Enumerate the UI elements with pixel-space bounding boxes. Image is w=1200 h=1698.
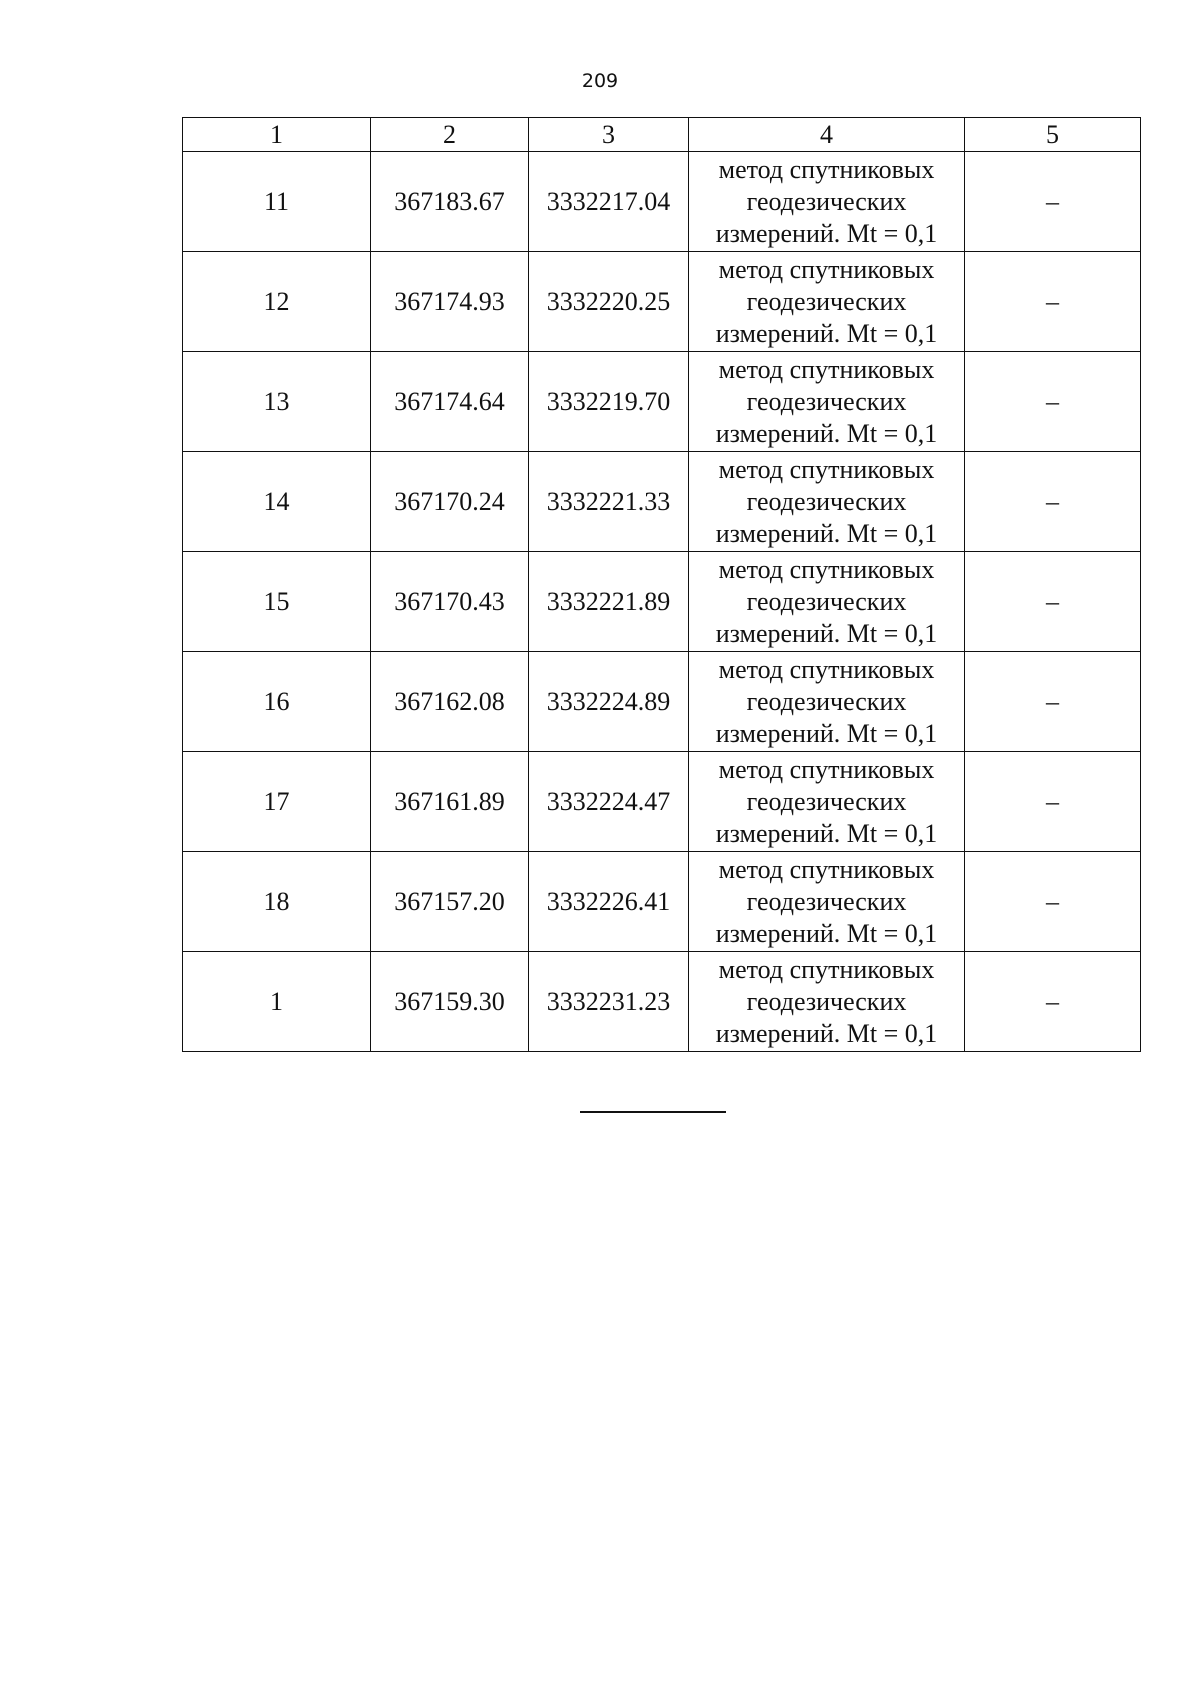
note-cell: –: [965, 752, 1141, 852]
method-cell: [689, 352, 965, 452]
point-number-cell: 16: [183, 652, 371, 752]
table-row: [183, 452, 1141, 552]
point-number-cell: 13: [183, 352, 371, 452]
point-number-cell: 17: [183, 752, 371, 852]
method-line: измерений. Mt = 0,1: [715, 318, 938, 348]
y-coordinate-cell: 3332217.04: [529, 152, 689, 252]
x-coordinate-cell: 367174.93: [371, 252, 529, 352]
x-coordinate-cell: 367174.64: [371, 352, 529, 452]
method-cell: [689, 952, 965, 1052]
table-row: [183, 352, 1141, 452]
method-cell: [689, 152, 965, 252]
note-cell: –: [965, 252, 1141, 352]
y-coordinate-cell: 3332224.89: [529, 652, 689, 752]
method-line: измерений. Mt = 0,1: [715, 518, 938, 548]
note-cell: –: [965, 952, 1141, 1052]
method-line: геодезических: [746, 686, 907, 716]
note-cell: –: [965, 852, 1141, 952]
x-coordinate-cell: 367183.67: [371, 152, 529, 252]
note-cell: –: [965, 352, 1141, 452]
table-row: [183, 852, 1141, 952]
method-line: геодезических: [746, 486, 907, 516]
method-line: геодезических: [746, 986, 907, 1016]
page-number: 209: [581, 70, 619, 92]
method-line: метод спутниковых: [718, 454, 935, 484]
coordinates-table: [182, 117, 1141, 1052]
column-header: 5: [965, 118, 1141, 152]
method-cell: [689, 452, 965, 552]
point-number-cell: 18: [183, 852, 371, 952]
header-row: [183, 118, 1141, 152]
method-line: измерений. Mt = 0,1: [715, 218, 938, 248]
point-number-cell: 14: [183, 452, 371, 552]
method-line: измерений. Mt = 0,1: [715, 1018, 938, 1048]
method-line: метод спутниковых: [718, 354, 935, 384]
method-line: измерений. Mt = 0,1: [715, 718, 938, 748]
point-number-cell: 11: [183, 152, 371, 252]
method-line: геодезических: [746, 186, 907, 216]
note-cell: –: [965, 652, 1141, 752]
method-line: измерений. Mt = 0,1: [715, 918, 938, 948]
x-coordinate-cell: 367162.08: [371, 652, 529, 752]
table-row: [183, 152, 1141, 252]
column-header: 1: [183, 118, 371, 152]
column-header: 4: [689, 118, 965, 152]
method-line: метод спутниковых: [718, 754, 935, 784]
note-cell: –: [965, 552, 1141, 652]
method-line: метод спутниковых: [718, 854, 935, 884]
y-coordinate-cell: 3332226.41: [529, 852, 689, 952]
point-number-cell: 15: [183, 552, 371, 652]
method-line: геодезических: [746, 386, 907, 416]
method-cell: [689, 852, 965, 952]
method-line: измерений. Mt = 0,1: [715, 818, 938, 848]
x-coordinate-cell: 367161.89: [371, 752, 529, 852]
y-coordinate-cell: 3332224.47: [529, 752, 689, 852]
table-row: [183, 752, 1141, 852]
table-row: [183, 652, 1141, 752]
note-cell: –: [965, 452, 1141, 552]
table-header: [183, 118, 1141, 152]
method-cell: [689, 252, 965, 352]
table-body: [183, 152, 1141, 1052]
method-line: метод спутниковых: [718, 254, 935, 284]
column-header: 2: [371, 118, 529, 152]
method-line: геодезических: [746, 586, 907, 616]
table-row: [183, 952, 1141, 1052]
method-line: метод спутниковых: [718, 154, 935, 184]
x-coordinate-cell: 367170.43: [371, 552, 529, 652]
method-cell: [689, 552, 965, 652]
y-coordinate-cell: 3332221.33: [529, 452, 689, 552]
method-line: геодезических: [746, 286, 907, 316]
point-number-cell: 12: [183, 252, 371, 352]
note-cell: –: [965, 152, 1141, 252]
y-coordinate-cell: 3332220.25: [529, 252, 689, 352]
x-coordinate-cell: 367170.24: [371, 452, 529, 552]
method-line: измерений. Mt = 0,1: [715, 418, 938, 448]
method-line: геодезических: [746, 886, 907, 916]
method-cell: [689, 652, 965, 752]
method-line: метод спутниковых: [718, 654, 935, 684]
column-header: 3: [529, 118, 689, 152]
method-line: измерений. Mt = 0,1: [715, 618, 938, 648]
x-coordinate-cell: 367159.30: [371, 952, 529, 1052]
y-coordinate-cell: 3332231.23: [529, 952, 689, 1052]
point-number-cell: 1: [183, 952, 371, 1052]
method-line: метод спутниковых: [718, 554, 935, 584]
method-cell: [689, 752, 965, 852]
y-coordinate-cell: 3332219.70: [529, 352, 689, 452]
x-coordinate-cell: 367157.20: [371, 852, 529, 952]
method-line: геодезических: [746, 786, 907, 816]
method-line: метод спутниковых: [718, 954, 935, 984]
table-row: [183, 252, 1141, 352]
y-coordinate-cell: 3332221.89: [529, 552, 689, 652]
table-row: [183, 552, 1141, 652]
end-separator-line: [580, 1111, 726, 1113]
